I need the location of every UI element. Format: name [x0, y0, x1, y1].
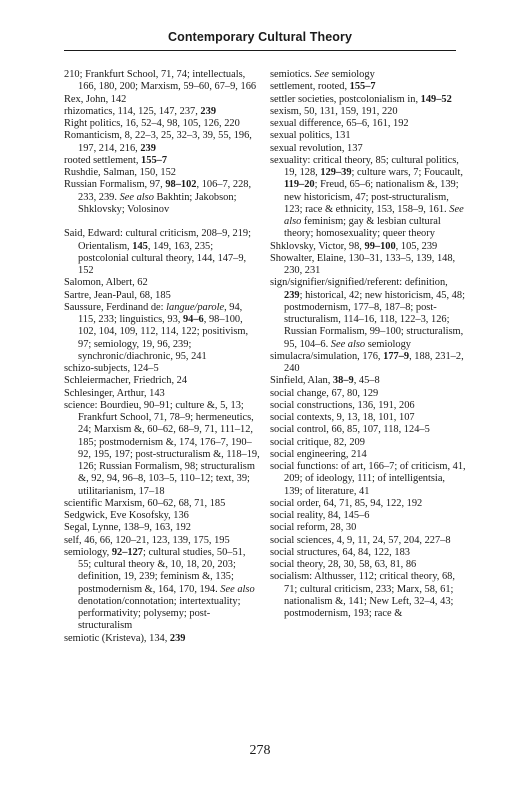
entry-text: social functions: of art, 166–7; of criticism, 41, 209; of ideology, 111; of intelligentsia, 139; of literature, 41 — [270, 461, 466, 497]
index-entry — [270, 253, 466, 278]
entry-text: simulacra/simulation, 176, — [270, 350, 384, 362]
bold-locator: 239 — [200, 105, 217, 117]
index-entry — [64, 510, 260, 522]
entry-text: Sinfield, Alan, — [270, 375, 333, 387]
entry-text: sexual politics, 131 — [270, 130, 351, 142]
index-entry — [64, 179, 260, 216]
index-entry — [270, 277, 466, 351]
entry-text: Sartre, Jean-Paul, 68, 185 — [64, 289, 171, 301]
entry-text: semiotics. — [270, 69, 315, 80]
index-entry — [64, 290, 260, 302]
entry-text: social engineering, 214 — [270, 448, 367, 460]
bold-locator: 92–127 — [111, 546, 143, 558]
index-entry — [270, 522, 466, 534]
entry-text: , 45–8 — [353, 375, 380, 387]
running-header: Contemporary Cultural Theory — [167, 30, 353, 44]
entry-text: , 94, 115, 233; linguistics, 93, — [78, 301, 243, 325]
entry-text: rooted settlement, — [64, 154, 142, 166]
index-entry — [270, 155, 466, 241]
entry-text: social critique, 82, 209 — [270, 436, 365, 448]
entry-text: sign/signifier/signified/referent: definition, — [270, 277, 448, 289]
entry-text: , 98–100, 102, 104, 109, 112, 114, 122; positivism, 97; semiology, 19, 96, 239; synchronic/diachronic, 95, 241 — [78, 314, 249, 362]
entry-text: denotation/connotation; intertextuality; performativity; polysemy; post-structuralism — [78, 595, 241, 632]
index-entry — [64, 94, 260, 106]
index-entry — [270, 81, 466, 93]
italic-text: See also — [284, 203, 464, 227]
index-entry — [64, 363, 260, 375]
index-entry — [270, 106, 466, 118]
bold-locator: 155–7 — [141, 154, 168, 166]
bold-locator: 99–100 — [364, 240, 396, 252]
entry-text: settlement, rooted, — [270, 81, 350, 93]
index-entry — [270, 351, 466, 376]
index-entry — [270, 461, 466, 498]
entry-text: feminism; gay & lesbian cultural theory; homosexuality; queer theory — [284, 216, 441, 240]
entry-text: ; cultural studies, 50–51, 55; cultural theory &, 10, 18, 20, 203; definition, 19, 239; feminism &, 135; postmodernism &, 164, 170, 194. — [78, 546, 246, 595]
index-entry — [64, 498, 260, 510]
entry-text: Schleiermacher, Friedrich, 24 — [64, 375, 188, 387]
italic-text: See also — [119, 191, 154, 203]
entry-text: , 106–7, 228, 233, 239. — [78, 179, 252, 203]
entry-text: Rex, John, 142 — [64, 93, 127, 105]
entry-text: social structures, 64, 84, 122, 183 — [270, 546, 410, 558]
bold-locator: 177–9 — [383, 350, 410, 362]
index-entry — [270, 241, 466, 253]
entry-text: , 149, 163, 235; postcolonial cultural theory, 144, 147–9, 152 — [78, 240, 247, 276]
entry-text: social reality, 84, 145–6 — [270, 510, 370, 521]
index-entry — [64, 302, 260, 363]
bold-locator: 129–39 — [320, 167, 352, 178]
entry-text: social contexts, 9, 13, 18, 101, 107 — [270, 412, 415, 423]
entry-text: social sciences, 4, 9, 11, 24, 57, 204, 227–8 — [270, 534, 451, 546]
entry-text: social theory, 28, 30, 58, 63, 81, 86 — [270, 559, 417, 570]
entry-text: ; historical, 42; new historicism, 45, 48; postmodernism, 177–8, 187–8; post-structuralism, 114–16, 118, 122–3, 126; Russian Formalism, 99–100; structuralism, 95, 104–6. — [284, 289, 465, 350]
entry-text: sexism, 50, 131, 159, 191, 220 — [270, 105, 398, 117]
index-entry — [64, 375, 260, 387]
index-column-right — [270, 69, 466, 620]
entry-text: Sedgwick, Eve Kosofsky, 136 — [64, 510, 189, 521]
entry-text: Saussure, Ferdinand de: — [64, 301, 167, 313]
index-entry — [64, 118, 260, 130]
bold-locator: 38–9 — [332, 375, 354, 387]
entry-text: semiology — [328, 69, 375, 80]
index-gap — [64, 216, 260, 228]
index-entry — [64, 633, 260, 645]
index-entry — [270, 498, 466, 510]
entry-text: settler societies, postcolonialism in, — [270, 93, 421, 105]
bold-locator: 155–7 — [349, 81, 376, 93]
index-entry — [64, 522, 260, 534]
index-entry — [270, 69, 466, 81]
entry-text: Right politics, 16, 52–4, 98, 105, 126, 220 — [64, 118, 240, 129]
bold-locator: 239 — [284, 289, 300, 301]
italic-text: See — [314, 69, 329, 80]
index-entry — [64, 155, 260, 167]
index-entry — [64, 106, 260, 118]
index-entry — [270, 437, 466, 449]
entry-text: Segal, Lynne, 138–9, 163, 192 — [64, 522, 191, 534]
index-entry — [270, 130, 466, 142]
index-entry — [64, 400, 260, 498]
index-entry — [270, 535, 466, 547]
index-entry — [64, 388, 260, 400]
entry-text: social reform, 28, 30 — [270, 522, 357, 534]
entry-text: , 188, 231–2, 240 — [284, 350, 464, 374]
bold-locator: 145 — [132, 240, 148, 252]
index-entry — [64, 228, 260, 277]
index-entry — [270, 388, 466, 400]
index-entry — [270, 449, 466, 461]
entry-text: Russian Formalism, 97, — [64, 179, 166, 191]
italic-text: langue/parole — [166, 301, 225, 313]
entry-text: sexual difference, 65–6, 161, 192 — [270, 118, 409, 129]
index-entry — [270, 412, 466, 424]
entry-text: science: Bourdieu, 90–91; culture &, 5, 13; Frankfurt School, 71, 78–9; hermeneutics, 24; Marxism &, 60–62, 68–9, 71, 111–12, 185; postmodernism &, 174, 176–7, 190–92, 195, 197; post-structuralism &, 118–19, 126; Russian Formalism, 98; structuralism &, 92, 94, 96–8, 103–5, 110–12; text, 39; utilitarianism, 17–18 — [64, 399, 260, 497]
bold-locator: 149–52 — [420, 93, 452, 105]
entry-text: Salomon, Albert, 62 — [64, 277, 148, 289]
italic-text: See also — [330, 338, 366, 350]
index-entry — [64, 69, 260, 94]
index-entry — [270, 94, 466, 106]
entry-text: social change, 67, 80, 129 — [270, 387, 379, 399]
index-entry — [64, 277, 260, 289]
entry-text: social constructions, 136, 191, 206 — [270, 399, 415, 411]
index-entry — [270, 559, 466, 571]
entry-text: Romanticism, 8, 22–3, 25, 32–3, 39, 55, 196, 197, 214, 216, — [64, 130, 252, 154]
entry-text: sexuality: critical theory, 85; cultural politics, 19, 128, — [270, 154, 459, 178]
index-entry — [270, 547, 466, 559]
entry-text: Schlesinger, Arthur, 143 — [64, 387, 165, 399]
index-entry — [270, 375, 466, 387]
index-entry — [270, 400, 466, 412]
bold-locator: 94–6 — [182, 314, 204, 325]
entry-text: semiotic (Kristeva), 134, — [64, 632, 170, 644]
bold-locator: 239 — [140, 142, 156, 154]
index-column-left — [64, 69, 260, 645]
page-number: 278 — [249, 743, 271, 758]
entry-text: scientific Marxism, 60–62, 68, 71, 185 — [64, 497, 226, 509]
entry-text: semiology — [365, 338, 411, 350]
entry-text: , 105, 239 — [395, 240, 438, 252]
entry-text: 210; Frankfurt School, 71, 74; intellectuals, 166, 180, 200; Marxism, 59–60, 67–9, 166 — [64, 69, 257, 93]
index-entry — [64, 535, 260, 547]
index-entry — [64, 167, 260, 179]
entry-text: rhizomatics, 114, 125, 147, 237, — [64, 105, 201, 117]
entry-text: self, 46, 66, 120–21, 123, 139, 175, 195 — [64, 534, 230, 546]
index-entry — [270, 571, 466, 620]
entry-text: ; culture wars, 7; Foucault, — [351, 167, 463, 178]
entry-text: schizo-subjects, 124–5 — [64, 363, 159, 374]
entry-text: ; Freud, 65–6; nationalism &, 139; new historicism, 47; post-structuralism, 123; race & ethnicity, 153, 158–9, 161. — [284, 179, 459, 215]
index-entry — [270, 424, 466, 436]
index-entry — [270, 143, 466, 155]
entry-text: Bakhtin; Jakobson; Shklovsky; Volosinov — [78, 191, 237, 215]
entry-text: social order, 64, 71, 85, 94, 122, 192 — [270, 497, 423, 509]
index-entry — [270, 118, 466, 130]
entry-text: sexual revolution, 137 — [270, 142, 363, 154]
entry-text: Shklovsky, Victor, 98, — [270, 240, 365, 252]
index-entry — [270, 510, 466, 522]
entry-text: Rushdie, Salman, 150, 152 — [64, 167, 176, 178]
header-rule — [64, 50, 456, 51]
bold-locator: 119–20 — [284, 179, 315, 191]
entry-text: socialism: Althusser, 112; critical theory, 68, 71; cultural criticism, 233; Marx, 58, 61; nationalism &, 141; New Left, 32–4, 43; postmodernism, 193; race & — [270, 571, 455, 619]
entry-text: social control, 66, 85, 107, 118, 124–5 — [270, 424, 430, 436]
index-entry — [64, 547, 260, 633]
bold-locator: 239 — [169, 632, 186, 644]
bold-locator: 98–102 — [165, 179, 197, 191]
entry-text: semiology, — [64, 546, 112, 558]
index-entry — [64, 130, 260, 155]
italic-text: See also — [220, 583, 255, 595]
entry-text: Showalter, Elaine, 130–31, 133–5, 139, 148, 230, 231 — [270, 252, 456, 276]
entry-text: Said, Edward: cultural criticism, 208–9, 219; Orientalism, — [64, 228, 251, 252]
